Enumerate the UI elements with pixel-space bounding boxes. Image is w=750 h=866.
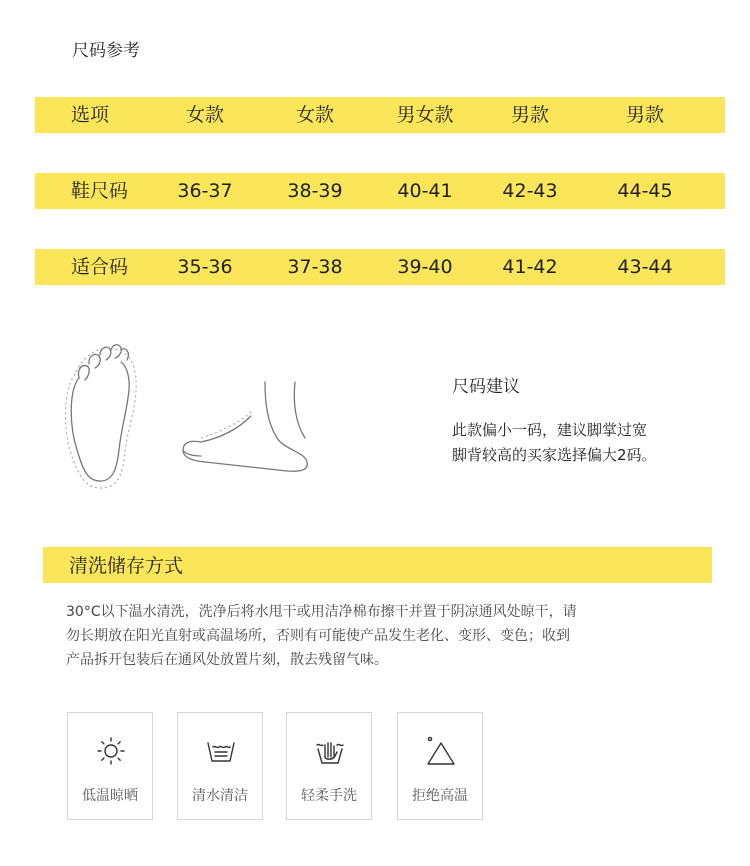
header-cell-men-1: 男款 — [510, 104, 549, 126]
care-instructions — [66, 600, 696, 672]
care-section-header — [43, 547, 712, 583]
care-line: 30°C以下温水清洗，洗净后将水甩干或用洁净棉布擦干并置于阴凉通风处晾干，请 — [66, 604, 577, 620]
size-advice-text — [452, 418, 712, 468]
care-card-low-temp-dry — [67, 712, 153, 820]
shoe-size-cell: 36-37 — [177, 180, 233, 202]
fit-size-cell: 41-42 — [502, 256, 558, 278]
care-card-label: 拒绝高温 — [412, 788, 468, 804]
foot-illustration — [55, 330, 355, 500]
care-card-label: 低温晾晒 — [82, 788, 138, 804]
fit-size-cell: 35-36 — [177, 256, 233, 278]
fit-size-cell: 39-40 — [397, 256, 453, 278]
header-cell-unisex: 男女款 — [396, 104, 454, 126]
shoe-size-cell: 40-41 — [397, 180, 453, 202]
hand-wash-icon — [314, 735, 346, 767]
shoe-size-row — [35, 173, 725, 209]
advice-line: 此款偏小一码，建议脚掌过宽 — [452, 421, 648, 439]
header-cell-option: 选项 — [71, 104, 110, 126]
header-cell-men-2: 男款 — [625, 104, 664, 126]
care-card-label: 轻柔手洗 — [301, 788, 357, 804]
no-heat-icon — [425, 735, 457, 767]
foot-outline-icon — [55, 330, 355, 500]
care-line: 勿长期放在阳光直射或高温场所，否则有可能使产品发生老化、变形、变色；收到 — [66, 628, 570, 644]
header-cell-women-2: 女款 — [295, 104, 334, 126]
fit-size-cell: 37-38 — [287, 256, 343, 278]
size-advice-title: 尺码建议 — [452, 377, 520, 397]
size-reference-title: 尺码参考 — [72, 41, 140, 61]
care-line: 产品拆开包装后在通风处放置片刻，散去残留气味。 — [66, 652, 388, 668]
shoe-size-cell: 44-45 — [617, 180, 673, 202]
care-card-water-clean — [177, 712, 263, 820]
shoe-size-cell: 38-39 — [287, 180, 343, 202]
fit-size-label: 适合码 — [71, 256, 129, 278]
advice-line: 脚背较高的买家选择偏大2码。 — [452, 446, 657, 464]
size-header-row — [35, 97, 725, 133]
shoe-size-label: 鞋尺码 — [71, 180, 129, 202]
care-card-label: 清水清洁 — [192, 788, 248, 804]
care-card-gentle-hand-wash — [286, 712, 372, 820]
care-section-title: 清洗储存方式 — [69, 555, 184, 577]
sun-icon — [95, 735, 127, 767]
header-cell-women-1: 女款 — [185, 104, 224, 126]
water-wash-icon — [205, 735, 237, 767]
care-card-no-high-temp — [397, 712, 483, 820]
fit-size-cell: 43-44 — [617, 256, 673, 278]
fit-size-row — [35, 249, 725, 285]
shoe-size-cell: 42-43 — [502, 180, 558, 202]
